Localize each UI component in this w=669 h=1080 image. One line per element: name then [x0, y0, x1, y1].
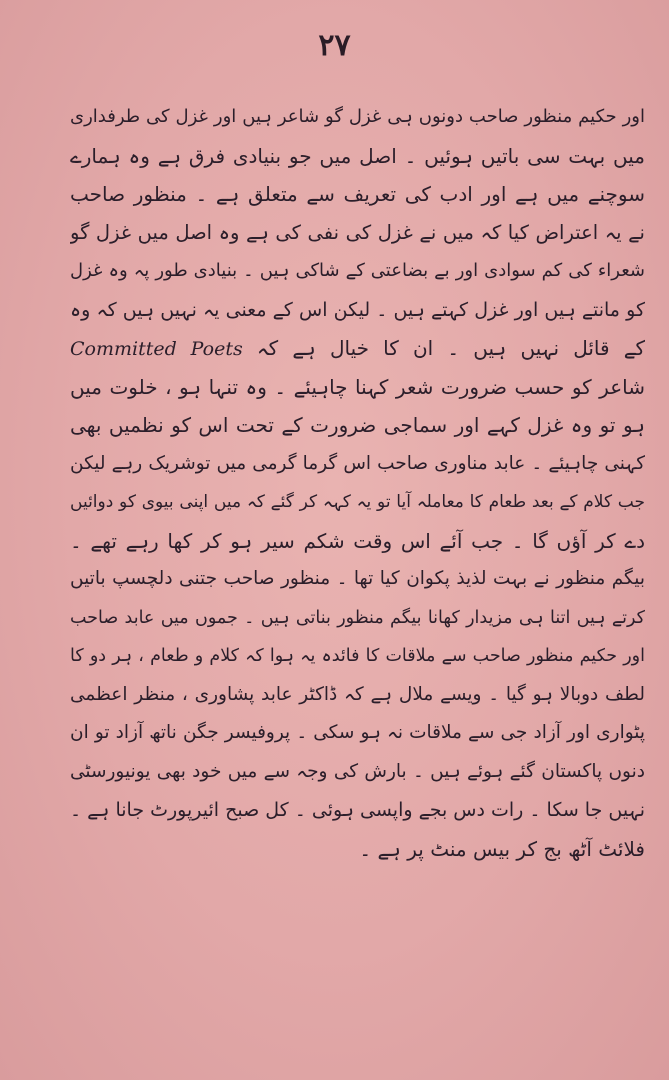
text-line: جب کلام کے بعد طعام کا معاملہ آیا تو یہ کہہ کر گئے کہ میں اپنی بیوی کو دوائیں — [70, 492, 645, 512]
text-line-with-english — [70, 329, 645, 368]
text-line: دنوں پاکستان گئے ہوئے ہیں ۔ بارش کی وجہ سے میں خود بھی یونیورسٹی — [70, 760, 645, 782]
text-line: بیگم منظور نے بہت لذیذ پکوان کیا تھا ۔ منظور صاحب جتنی دلچسپ باتیں — [70, 568, 645, 589]
text-line-part: کے قائل نہیں ہیں ۔ ان کا خیال ہے کہ — [256, 336, 645, 360]
text-line: سوچنے میں ہے اور ادب کی تعریف سے متعلق ہے ۔ منظور صاحب — [70, 182, 645, 206]
text-line: نے یہ اعتراض کیا کہ میں نے غزل کی نفی کی ہے وہ اصل میں غزل گو — [70, 220, 645, 244]
text-line: اور حکیم منظور صاحب سے ملاقات کا فائدہ یہ ہوا کہ کلام و طعام ، ہر دو کا — [70, 646, 645, 666]
text-line: دے کر آؤں گا ۔ جب آئے اس وقت شکم سیر ہو کر کھا رہے تھے ۔ — [70, 528, 645, 553]
text-line: پٹواری اور آزاد جی سے ملاقات نہ ہو سکی ۔ پروفیسر جگن ناتھ آزاد تو ان — [70, 722, 645, 743]
inline-english-term: Committed Poets — [70, 338, 243, 360]
text-line: فلائٹ آٹھ بج کر بیس منٹ پر ہے ۔ — [359, 836, 645, 861]
text-line: کہنی چاہیئے ۔ عابد مناوری صاحب اس گرما گرمی میں توشریک رہے لیکن — [70, 452, 645, 474]
text-line: اور حکیم منظور صاحب دونوں ہی غزل گو شاعر ہیں اور غزل کی طرفداری — [70, 106, 645, 127]
text-line: کو مانتے ہیں اور غزل کہتے ہیں ۔ لیکن اس کے معنی یہ نہیں ہیں کہ وہ — [70, 298, 645, 321]
text-line: ہو تو وہ غزل کہے اور سماجی ضرورت کے تحت اس کو نظمیں بھی — [70, 413, 645, 437]
body-text — [70, 98, 645, 868]
text-line: میں بہت سی باتیں ہوئیں ۔ اصل میں جو بنیادی فرق ہے وہ ہمارے — [70, 143, 645, 168]
text-line: لطف دوبالا ہو گیا ۔ ویسے ملال ہے کہ ڈاکٹر عابد پشاوری ، منظر اعظمی — [70, 683, 645, 705]
text-line: نہیں جا سکا ۔ رات دس بجے واپسی ہوئی ۔ کل صبح ائیرپورٹ جانا ہے ۔ — [70, 799, 645, 821]
text-line: شاعر کو حسب ضرورت شعر کہنا چاہیئے ۔ وہ تنہا ہو ، خلوت میں — [70, 374, 645, 399]
text-line: شعراء کی کم سوادی اور بے بضاعتی کے شاکی ہیں ۔ بنیادی طور پہ وہ غزل — [70, 260, 645, 281]
text-line: کرتے ہیں اتنا ہی مزیدار کھانا بیگم منظور بناتی ہیں ۔ جموں میں عابد صاحب — [70, 607, 645, 628]
page-number: ۲۷ — [318, 28, 351, 63]
